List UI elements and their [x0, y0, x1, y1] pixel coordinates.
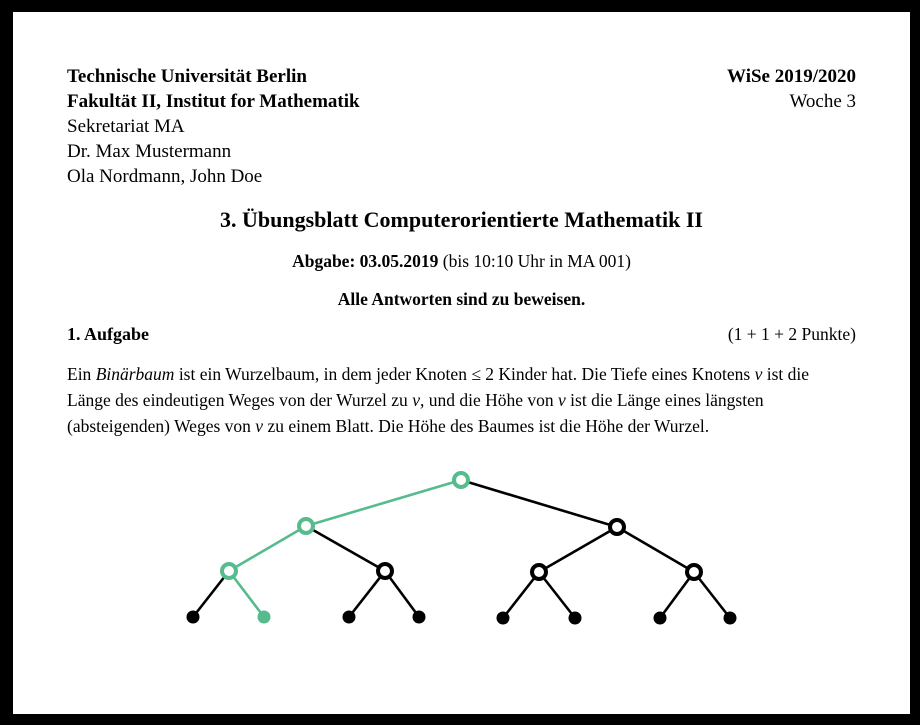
header-left-block [67, 64, 360, 189]
tree-internal-node [299, 519, 313, 533]
tree-leaf-node [186, 611, 199, 624]
header-faculty: Fakultät II, Institut for Mathematik [67, 91, 360, 112]
tree-leaf-node [568, 612, 581, 625]
exercise-heading: 1. Aufgabe [67, 324, 150, 344]
header-right-block [727, 64, 856, 114]
header-week: Woche 3 [789, 91, 856, 112]
tree-internal-node [378, 564, 392, 578]
exercise-points: (1 + 1 + 2 Punkte) [727, 324, 856, 344]
document-page [13, 12, 910, 714]
tree-leaf-node [496, 612, 509, 625]
header-semester: WiSe 2019/2020 [727, 66, 856, 87]
header-lecturer: Dr. Max Mustermann [67, 141, 232, 162]
tree-leaf-node [723, 612, 736, 625]
header-office: Sekretariat MA [67, 116, 185, 137]
document-header [67, 64, 856, 189]
tree-internal-node [222, 564, 236, 578]
tree-internal-node [687, 565, 701, 579]
document-content [13, 12, 910, 635]
tree-leaf-node [412, 611, 425, 624]
tree-leaf-node [653, 612, 666, 625]
tree-edge [461, 480, 617, 527]
exercise-paragraph: Ein Binärbaum ist ein Wurzelbaum, in dem jeder Knoten ≤ 2 Kinder hat. Die Tiefe eines Knotens v ist die Länge des eindeutigen Weges von der Wurzel zu v, und die Höhe von v ist die Länge eines längsten (absteigenden) Weges von v zu einem Blatt. Die Höhe des Baumes ist die Höhe der Wurzel. [67, 364, 810, 436]
tree-internal-node [454, 473, 468, 487]
header-assistants: Ola Nordmann, John Doe [67, 166, 263, 187]
tree-edge [539, 527, 617, 572]
proof-notice: Alle Antworten sind zu beweisen. [337, 289, 586, 309]
tree-edge [229, 526, 306, 571]
tree-leaf-node [257, 611, 270, 624]
exercise-header-row [67, 321, 856, 347]
tree-edge [306, 526, 385, 571]
tree-edge [306, 480, 461, 526]
submission-details: (bis 10:10 Uhr in MA 001) [438, 251, 631, 271]
binary-tree-diagram [162, 455, 762, 635]
tree-edge [617, 527, 694, 572]
header-institution: Technische Universität Berlin [67, 66, 307, 87]
tree-leaf-node [342, 611, 355, 624]
sheet-title: 3. Übungsblatt Computerorientierte Mathematik II [220, 207, 703, 232]
tree-internal-node [532, 565, 546, 579]
submission-line [67, 249, 856, 273]
tree-internal-node [610, 520, 624, 534]
submission-date: Abgabe: 03.05.2019 [292, 251, 439, 271]
